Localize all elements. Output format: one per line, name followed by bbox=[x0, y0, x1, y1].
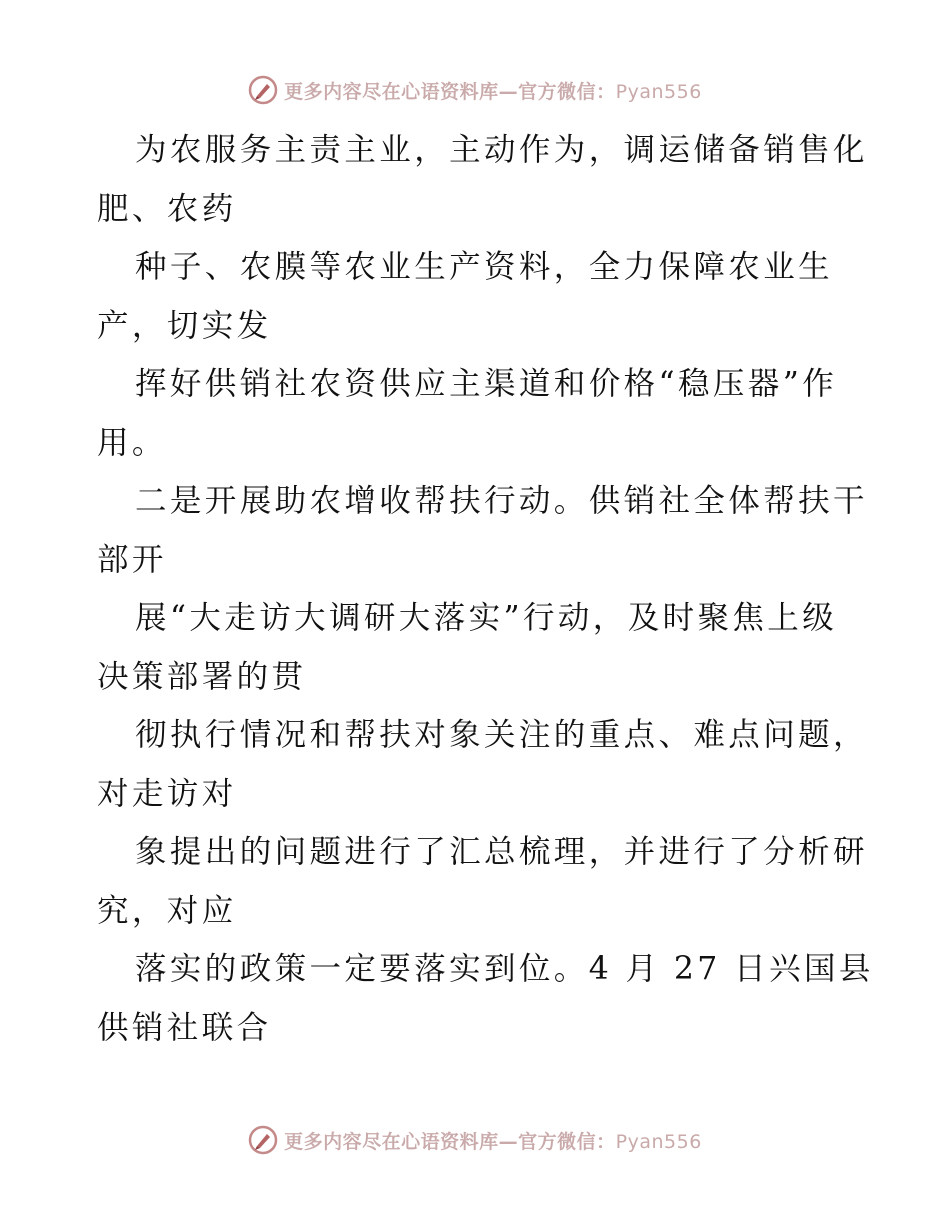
text-line: 决策部署的贯 bbox=[97, 658, 307, 695]
text-line: 用。 bbox=[97, 424, 167, 461]
text-line: 供销社联合 bbox=[97, 1009, 272, 1046]
text-line: 落实的政策一定要落实到位。4 月 27 日兴国县 bbox=[135, 951, 874, 987]
text-line: 挥好供销社农资供应主渠道和价格“稳压器”作 bbox=[135, 366, 838, 402]
watermark-text: 更多内容尽在心语资料库—官方微信：Pyan556 bbox=[284, 80, 702, 103]
text-line: 象提出的问题进行了汇总梳理，并进行了分析研 bbox=[135, 834, 868, 870]
text-line: 二是开展助农增收帮扶行动。供销社全体帮扶干 bbox=[135, 483, 868, 519]
text-line: 种子、农膜等农业生产资料，全力保障农业生 bbox=[135, 249, 834, 285]
text-line: 究，对应 bbox=[97, 892, 237, 929]
watermark-footer bbox=[0, 1120, 950, 1160]
fountain-pen-logo-icon bbox=[248, 1125, 278, 1155]
text-line: 肥、农药 bbox=[97, 190, 237, 227]
text-line: 对走访对 bbox=[97, 775, 237, 812]
document-body bbox=[97, 121, 874, 1057]
text-line: 产，切实发 bbox=[97, 307, 272, 344]
fountain-pen-logo-icon bbox=[248, 75, 278, 105]
watermark-text: 更多内容尽在心语资料库—官方微信：Pyan556 bbox=[284, 1130, 702, 1153]
watermark-header bbox=[0, 70, 950, 110]
text-line: 为农服务主责主业，主动作为，调运储备销售化 bbox=[135, 132, 868, 168]
text-line: 彻执行情况和帮扶对象关注的重点、难点问题， bbox=[135, 717, 868, 753]
text-line: 部开 bbox=[97, 541, 167, 578]
text-line: 展“大走访大调研大落实”行动，及时聚焦上级 bbox=[135, 600, 838, 636]
